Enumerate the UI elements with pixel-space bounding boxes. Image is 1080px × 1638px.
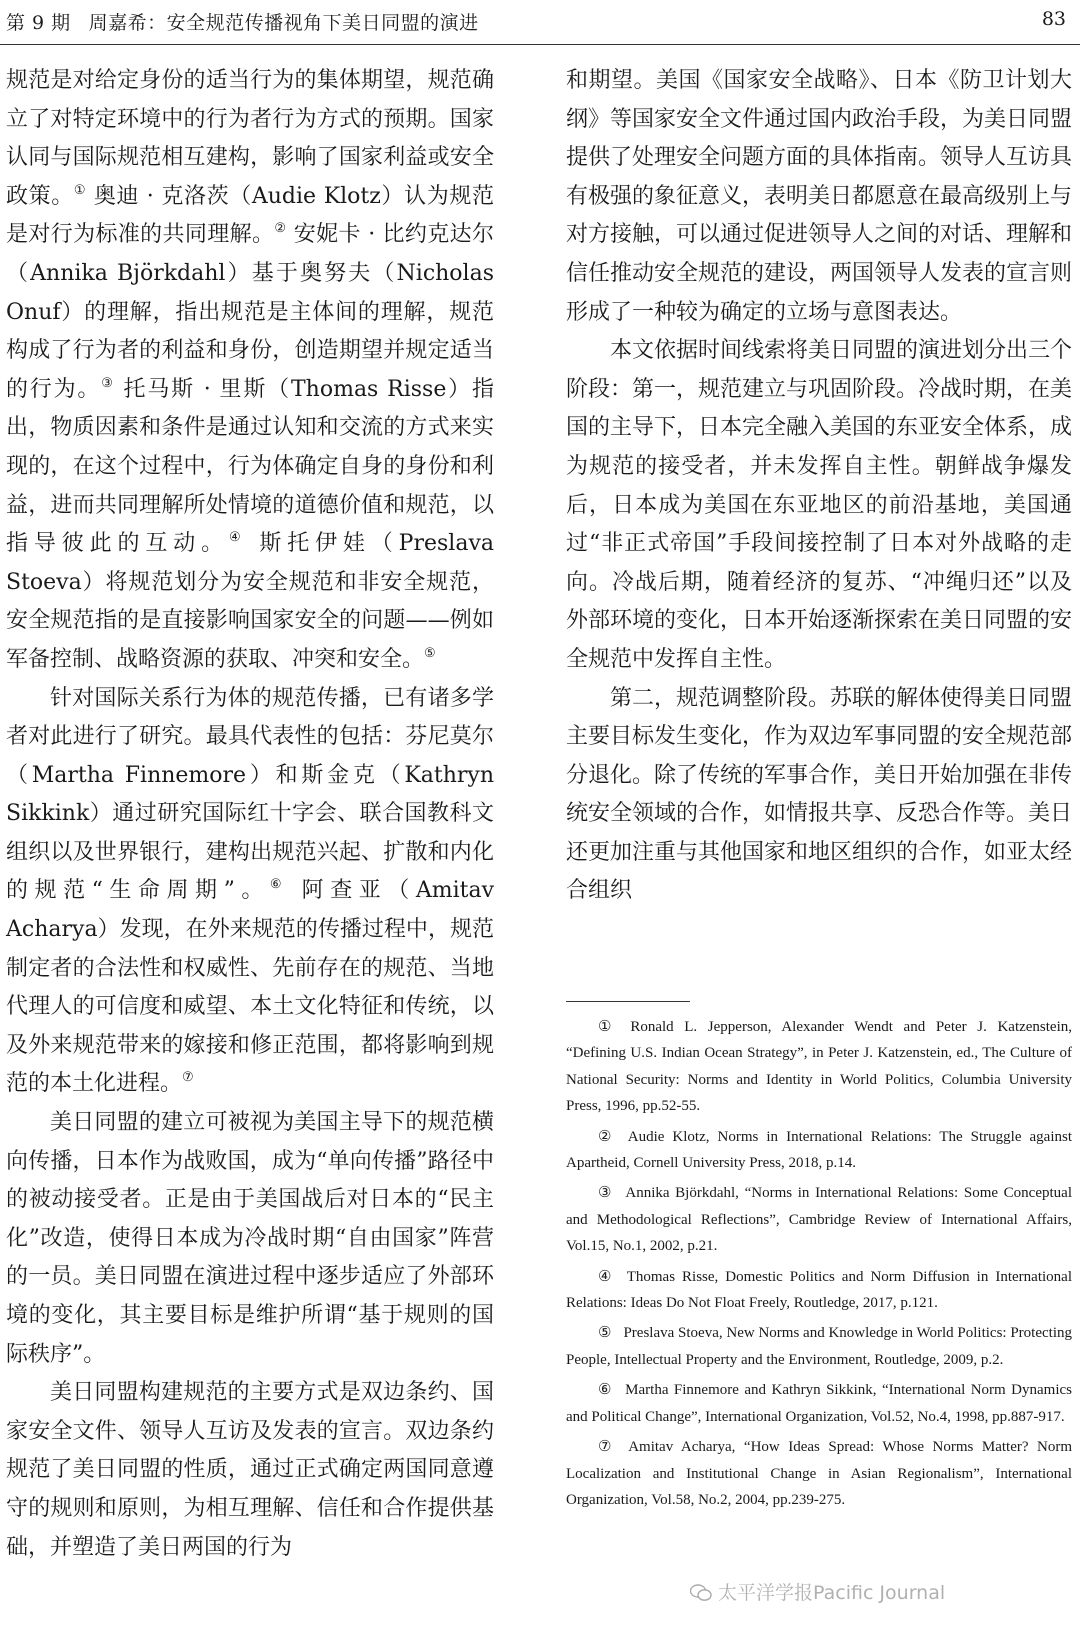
watermark [690,1578,945,1605]
footnote-ref-7[interactable]: ⑦ [182,1070,194,1086]
footnote-divider [566,1001,690,1002]
footnote-text: Audie Klotz, Norms in International Relations: The Struggle against Apartheid, Cornell University Press, 2018, p.14. [566,1128,1073,1172]
footnote-2 [566,1124,1072,1177]
footnote-text: Preslava Stoeva, New Norms and Knowledge in World Politics: Protecting People, Intellectual Property and the Environment, Routledge, 2009, p.2. [566,1325,1073,1368]
footnote-number: ① [598,1019,619,1035]
text-span: 托马斯 · 里斯（Thomas Risse）指出，物质因素和条件是通过认知和交流的方式来实现的，在这个过程中，行为体确定自身的身份和利益，进而共同理解所处情境的道德价值和规范，以指导彼此的互动。 [6,376,494,557]
text-span: 规范是对给定身份的适当行为的集体期望，规范确立了对特定环境中的行为者行为方式的预期。国家认同与国际规范相互建构，影响了国家利益或安全政策。 [6,68,494,209]
paragraph-6: 本文依据时间线索将美日同盟的演进划分出三个阶段：第一，规范建立与巩固阶段。冷战时期，在美国的主导下，日本完全融入美国的东亚安全体系，成为规范的接受者，并未发挥自主性。朝鲜战争爆发后，日本成为美国在东亚地区的前沿基地，美国通过“非正式帝国”手段间接控制了日本对外战略的走向。冷战后期，随着经济的复苏、“冲绳归还”以及外部环境的变化，日本开始逐渐探索在美日同盟的安全规范中发挥自主性。 [566,338,1073,672]
text-span: 安妮卡 · 比约克达尔（Annika Björkdahl）基于奥努夫（Nicholas Onuf）的理解，指出规范是主体间的理解，规范构成了行为者的利益和身份，创造期望并规定适当的行为。 [6,222,494,402]
text-span: 阿查亚（Amitav Acharya）发现，在外来规范的传播过程中，规范制定者的合法性和权威性、先前存在的规范、当地代理人的可信度和威望、本土文化特征和传统，以及外来规范带来的嫁接和修正范围，都将影响到规范的本土化进程。 [6,878,494,1097]
text-span: 针对国际关系行为体的规范传播，已有诸多学者对此进行了研究。最具代表性的包括：芬尼莫尔（Martha Finnemore）和斯金克（Kathryn Sikkink）通过研究国际红十字会、联合国教科文组织以及世界银行，建构出规范兴起、扩散和内化的规范“生命周期”。 [6,685,494,904]
footnote-number: ③ [598,1185,614,1202]
footnote-text: Martha Finnemore and Kathryn Sikkink, “International Norm Dynamics and Political Change”, International Organization, Vol.52, No.4, 1998, pp.887-917. [566,1382,1072,1425]
footnote-number: ② [598,1128,616,1145]
page-number: 83 [1041,8,1066,30]
footnote-text: Amitav Acharya, “How Ideas Spread: Whose Norms Matter? Norm Localization and Institutional Change in Asian Regionalism”, International Organization, Vol.58, No.2, 2004, pp.239-275. [566,1439,1073,1508]
footnote-ref-1[interactable]: ① [73,182,87,198]
footnotes [566,1014,1072,1517]
footnote-number: ⑤ [598,1325,612,1342]
header-left [6,8,479,35]
footnote-7 [566,1434,1072,1513]
running-header [0,0,1080,45]
issue-label: 第 9 期 [6,12,71,34]
footnote-6 [566,1377,1072,1430]
footnote-1 [566,1014,1072,1120]
footnote-4 [566,1264,1072,1317]
paragraph-7: 第二，规范调整阶段。苏联的解体使得美日同盟主要目标发生变化，作为双边军事同盟的安全规范部分退化。除了传统的军事合作，美日开始加强在非传统安全领域的合作，如情报共享、反恐合作等。美日还更加注重与其他国家和地区组织的合作，如亚太经合组织 [566,685,1073,904]
paragraph-1 [6,62,494,680]
paragraph-5: 和期望。美国《国家安全战略》、日本《防卫计划大纲》等国家安全文件通过国内政治手段，为美日同盟提供了处理安全问题方面的具体指南。领导人互访具有极强的象征意义，表明美日都愿意在最高级别上与对方接触，可以通过促进领导人之间的对话、理解和信任推动安全规范的建设，两国领导人发表的宣言则形成了一种较为确定的立场与意图表达。 [566,68,1073,325]
footnote-text: Ronald L. Jepperson, Alexander Wendt and Peter J. Katzenstein, “Defining U.S. Indian Ocean Strategy”, in Peter J. Katzenstein, ed., The Culture of National Security: Norms and Identity in World Politics, Columbia University Press, 1996, pp.52-55. [566,1019,1073,1115]
footnote-text: Annika Björkdahl, “Norms in International Relations: Some Conceptual and Methodological Reflections”, Cambridge Review of International Affairs, Vol.15, No.1, 2002, p.21. [566,1185,1072,1255]
footnote-text: Thomas Risse, Domestic Politics and Norm Diffusion in International Relations: Ideas Do Not Float Freely, Routledge, 2017, p.121. [566,1268,1072,1312]
footnote-ref-6[interactable]: ⑥ [269,877,289,893]
right-column [566,62,1072,911]
footnote-number: ⑦ [598,1439,617,1456]
footnote-ref-2[interactable]: ② [274,221,287,237]
footnote-3 [566,1180,1072,1259]
article-title: 周嘉希：安全规范传播视角下美日同盟的演进 [88,12,479,34]
footnote-ref-5[interactable]: ⑤ [424,645,436,661]
footnote-number: ④ [598,1268,615,1285]
footnote-ref-3[interactable]: ③ [101,375,115,391]
footnote-5 [566,1320,1072,1373]
paragraph-4: 美日同盟构建规范的主要方式是双边条约、国家安全文件、领导人互访及发表的宣言。双边条约规范了美日同盟的性质，通过正式确定两国同意遵守的规则和原则，为相互理解、信任和合作提供基础，并塑造了美日两国的行为 [6,1380,494,1560]
left-column [6,62,494,1567]
paragraph-3: 美日同盟的建立可被视为美国主导下的规范横向传播，日本作为战败国，成为“单向传播”路径中的被动接受者。正是由于美国战后对日本的“民主化”改造，使得日本成为冷战时期“自由国家”阵营的一员。美日同盟在演进过程中逐步适应了外部环境的变化，其主要目标是维护所谓“基于规则的国际秩序”。 [6,1110,494,1367]
watermark-text: 太平洋学报Pacific Journal [718,1582,946,1604]
text-span: 斯托伊娃（Preslava Stoeva）将规范划分为安全规范和非安全规范，安全规范指的是直接影响国家安全的问题——例如军备控制、战略资源的获取、冲突和安全。 [6,531,494,672]
footnote-number: ⑥ [598,1382,614,1399]
footnote-ref-4[interactable]: ④ [228,530,247,546]
wechat-icon [690,1584,712,1602]
text-span: 奥迪 · 克洛茨（Audie Klotz）认为规范是对行为标准的共同理解。 [6,183,494,248]
paragraph-2 [6,680,494,1105]
